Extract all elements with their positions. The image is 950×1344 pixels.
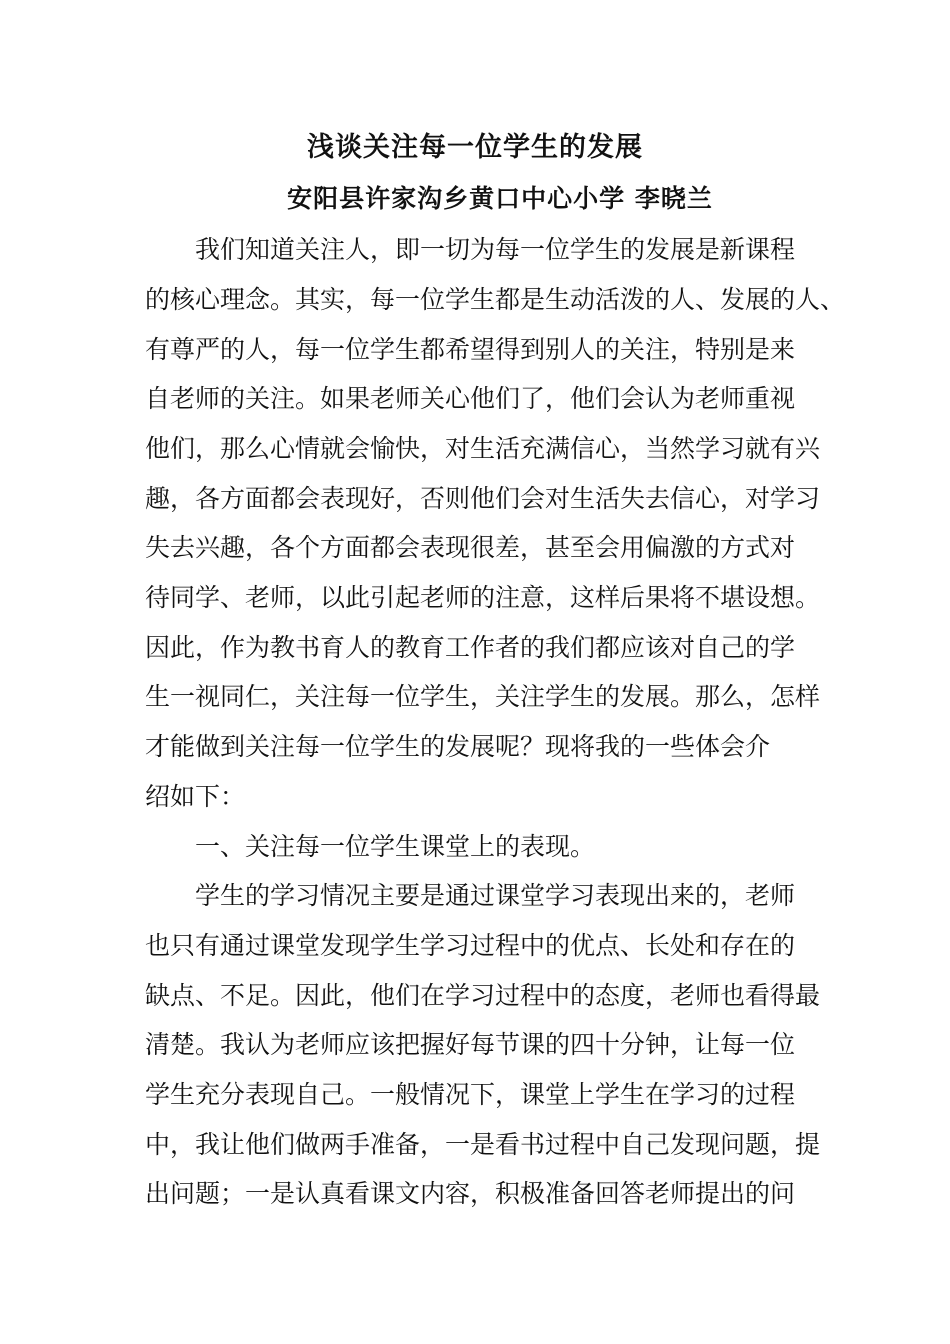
paragraph-2-line-2: 也只有通过课堂发现学生学习过程中的优点、长处和存在的 <box>145 931 796 960</box>
paragraph-1-line-4: 自老师的关注。如果老师关心他们了，他们会认为老师重视 <box>145 384 796 413</box>
paragraph-1-line-12: 绍如下： <box>145 782 246 811</box>
paragraph-1-line-5: 他们，那么心情就会愉快，对生活充满信心，当然学习就有兴 <box>145 434 821 463</box>
paragraph-1-line-9: 因此，作为教书育人的教育工作者的我们都应该对自己的学 <box>145 633 796 662</box>
paragraph-1-line-7: 失去兴趣，各个方面都会表现很差，甚至会用偏激的方式对 <box>145 533 796 562</box>
paragraph-1-line-10: 生一视同仁，关注每一位学生，关注学生的发展。那么，怎样 <box>145 682 821 711</box>
paragraph-1-line-1: 我们知道关注人，即一切为每一位学生的发展是新课程 <box>195 235 796 264</box>
paragraph-2-line-3: 缺点、不足。因此，他们在学习过程中的态度，老师也看得最 <box>145 981 821 1010</box>
author-byline: 安阳县许家沟乡黄口中心小学 李晓兰 <box>287 184 713 213</box>
paragraph-1-line-2: 的核心理念。其实，每一位学生都是生动活泼的人、发展的人、 <box>145 285 846 314</box>
document-title: 浅谈关注每一位学生的发展 <box>307 132 643 163</box>
paragraph-1-line-6: 趣，各方面都会表现好，否则他们会对生活失去信心，对学习 <box>145 484 821 513</box>
paragraph-1-line-11: 才能做到关注每一位学生的发展呢？现将我的一些体会介 <box>145 732 771 761</box>
paragraph-1-line-8: 待同学、老师，以此引起老师的注意，这样后果将不堪设想。 <box>145 583 821 612</box>
section-heading-1: 一、关注每一位学生课堂上的表现。 <box>195 832 596 861</box>
paragraph-2-line-7: 出问题；一是认真看课文内容，积极准备回答老师提出的问 <box>145 1179 796 1208</box>
paragraph-2-line-4: 清楚。我认为老师应该把握好每节课的四十分钟，让每一位 <box>145 1030 796 1059</box>
paragraph-2-line-6: 中，我让他们做两手准备，一是看书过程中自己发现问题，提 <box>145 1130 821 1159</box>
paragraph-1-line-3: 有尊严的人，每一位学生都希望得到别人的关注，特别是来 <box>145 335 796 364</box>
paragraph-2-line-1: 学生的学习情况主要是通过课堂学习表现出来的，老师 <box>195 881 796 910</box>
paragraph-2-line-5: 学生充分表现自己。一般情况下，课堂上学生在学习的过程 <box>145 1080 796 1109</box>
